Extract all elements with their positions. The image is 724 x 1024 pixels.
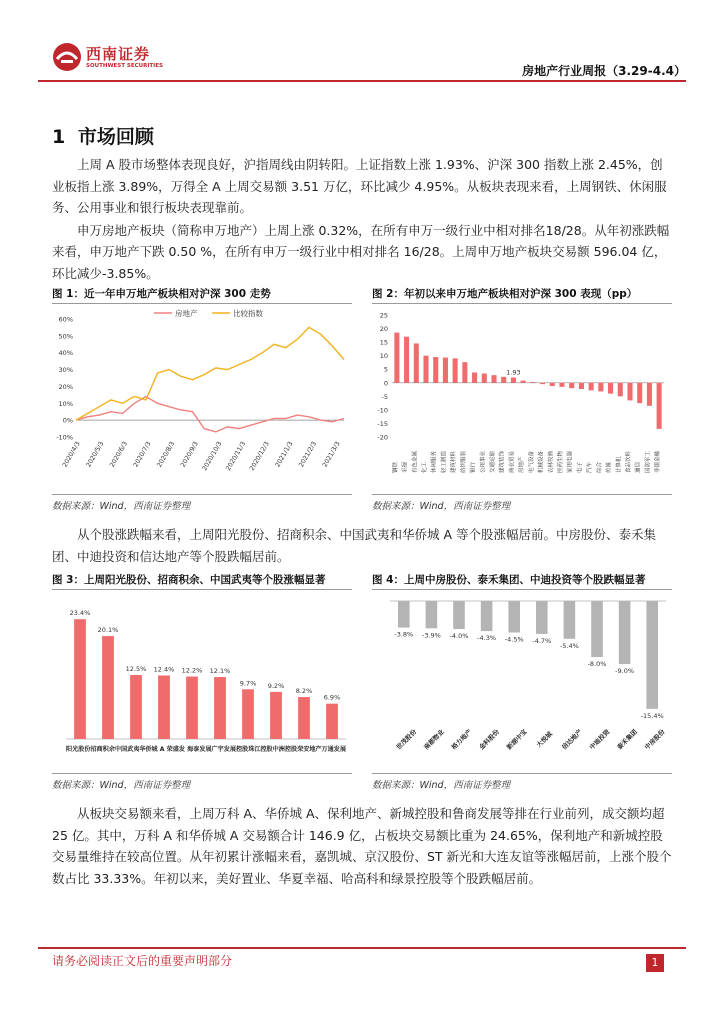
figure-4-chart xyxy=(372,591,672,771)
footer-divider xyxy=(38,947,686,949)
x-tick-label: 南都物业 xyxy=(422,728,446,752)
figure-1-chart xyxy=(52,305,352,490)
bar-休闲服务 xyxy=(433,357,438,383)
bar-金科股份 xyxy=(481,601,493,631)
x-tick-label: 信达地产 xyxy=(560,728,584,752)
x-tick-label: 计算机 xyxy=(616,456,623,473)
x-tick-label: 2021/3/3 xyxy=(321,440,342,469)
bar-信达地产 xyxy=(564,601,576,639)
figure-3-source: 数据来源：Wind，西南证券整理 xyxy=(52,780,191,791)
bar-房地产 xyxy=(521,381,526,383)
y-tick-label: 25 xyxy=(379,311,388,320)
data-label: 8.2% xyxy=(295,687,313,696)
y-tick-label: 40% xyxy=(58,349,73,358)
bar-华侨城A xyxy=(158,676,170,739)
x-tick-label: 2020/4/3 xyxy=(61,440,82,469)
figure-4-source: 数据来源：Wind，西南证券整理 xyxy=(372,780,511,791)
data-label: 12.5% xyxy=(125,665,147,673)
x-tick-label: 化工 xyxy=(422,461,428,473)
x-tick-label: 中迪投资 xyxy=(588,728,612,752)
figure-2-title: 图 2：年初以来申万地产板块相对沪深 300 表现（pp） xyxy=(372,288,638,300)
bar-计算机 xyxy=(618,383,623,397)
x-tick-label: 2020/8/3 xyxy=(156,440,177,469)
x-tick-label: 综合 xyxy=(596,461,603,473)
bar-传媒 xyxy=(608,383,613,394)
x-tick-label: 房地产 xyxy=(519,456,526,473)
x-tick-label: 2021/1/3 xyxy=(274,440,295,469)
bar-珠江控股 xyxy=(270,692,282,739)
data-label: -3.8% xyxy=(394,630,414,639)
bar-钢铁 xyxy=(394,333,399,383)
data-label: 1.93 xyxy=(506,368,521,377)
footer-disclaimer: 请务必阅读正文后的重要声明部分 xyxy=(52,954,233,968)
figure-3-rule xyxy=(52,589,352,590)
figure-4-title: 图 4：上周中房股份、泰禾集团、中迪投资等个股跌幅显著 xyxy=(372,574,646,586)
paragraph: 从板块交易额来看，上周万科 A、华侨城 A、保利地产、新城控股和鲁商发展等排在行业前列，成交额均超 25 亿。其中，万科 A 和华侨城 A 交易额合计 146.9 亿，占板块交易额比重为 24.65%，保利地产和新城控股交易量维持在较高位置。从年初累计涨幅来看，嘉凯城、京汉股份、ST 新光和大连友谊等涨幅居前，上涨个股个数占比 33.33%。年初以来，美好置业、华夏幸福、哈高科和绿景控股等个股跌幅居前。 xyxy=(52,806,672,886)
data-label: -4.5% xyxy=(504,635,524,644)
series-line-比较指数 xyxy=(76,327,344,420)
bar-非银金融 xyxy=(657,383,662,429)
bar-海泰发展 xyxy=(214,677,226,739)
x-tick-label: 建筑装饰 xyxy=(499,450,506,473)
figure-1-rule xyxy=(52,303,352,304)
data-label: -3.9% xyxy=(421,631,441,640)
bar-机械设备 xyxy=(540,383,545,384)
figure-2-source: 数据来源：Wind，西南证券整理 xyxy=(372,501,511,512)
figure-2-bottom-rule xyxy=(372,494,672,495)
y-tick-label: -15 xyxy=(377,419,388,428)
figure-1-source: 数据来源：Wind，西南证券整理 xyxy=(52,501,191,512)
x-tick-label: 2020/6/3 xyxy=(108,440,130,469)
y-tick-label: 5 xyxy=(383,365,388,374)
bar-银行 xyxy=(472,372,477,382)
y-tick-label: -5 xyxy=(381,392,388,401)
legend-label: 房地产 xyxy=(175,309,198,318)
bar-家用电器 xyxy=(569,383,574,388)
figure-1-bottom-rule xyxy=(52,494,352,495)
data-label: 12.4% xyxy=(153,665,175,674)
paragraph-turnover xyxy=(52,803,672,889)
company-logo xyxy=(52,42,192,74)
paragraph: 从个股涨跌幅来看，上周阳光股份、招商积余、中国武夷和华侨城 A 等个股涨幅居前。中房股份、泰禾集团、中迪投资和信达地产等个股跌幅居前。 xyxy=(52,527,656,564)
data-label: 6.9% xyxy=(323,693,341,702)
data-label: -5.4% xyxy=(559,641,579,650)
x-tick-label: 泰禾集团 xyxy=(616,728,639,752)
paragraph: 申万房地产板块（简称申万地产）上周上涨 0.32%，在所有申万一级行业中相对排名18/28。从年初涨跌幅来看，申万地产下跌 0.50 %，在所有申万一级行业中相对排名 16/28。上周申万地产板块交易额 596.04 亿，环比减少-3.85%。 xyxy=(52,222,670,281)
page-number: 1 xyxy=(646,954,664,972)
x-tick-label: 2020/10/3 xyxy=(201,440,224,472)
bar-汽车 xyxy=(589,383,594,391)
x-tick-label: 非银金融 xyxy=(655,450,662,473)
bar-综合 xyxy=(598,383,603,392)
x-tick-label: 医药生物 xyxy=(558,450,564,473)
bar-交通运输 xyxy=(491,375,496,383)
bar-纺织服装 xyxy=(462,362,467,383)
x-tick-label: 电子 xyxy=(577,461,584,473)
x-tick-label: 家用电器 xyxy=(567,450,574,473)
bar-中迪投资 xyxy=(591,601,603,657)
x-tick-label: 世茂股份 xyxy=(395,728,419,752)
x-tick-label: 金科股份 xyxy=(478,728,501,752)
data-label: -4.0% xyxy=(449,632,469,640)
y-tick-label: 15 xyxy=(379,338,388,347)
intro-paragraphs xyxy=(52,154,672,284)
x-tick-label: 钢铁 xyxy=(392,461,399,473)
bar-国防军工 xyxy=(647,383,652,406)
x-tick-label: 2020/7/3 xyxy=(132,440,153,469)
x-tick-label: 新湖中宝 xyxy=(505,728,529,752)
bar-南都物业 xyxy=(426,601,438,628)
bar-中国武夷 xyxy=(130,675,142,739)
bar-农林牧渔 xyxy=(550,383,555,386)
figure-1-title: 图 1：近一年申万地产板块相对沪深 300 走势 xyxy=(52,288,271,300)
y-tick-label: 60% xyxy=(58,315,73,324)
x-tick-label: 建筑材料 xyxy=(451,450,458,473)
logo-text-cn: 西南证券 xyxy=(86,45,151,63)
bar-电子 xyxy=(579,383,584,389)
bar-大悦城 xyxy=(536,601,548,634)
y-tick-label: 0 xyxy=(383,379,388,388)
x-tick-label: 食品饮料 xyxy=(626,450,632,473)
legend-label: 比较指数 xyxy=(233,309,263,318)
figure-2-chart xyxy=(372,305,672,490)
data-label: -4.3% xyxy=(477,634,497,643)
data-label: 12.2% xyxy=(181,666,203,675)
x-tick-label: 公用事业 xyxy=(480,450,487,473)
x-tick-label: 银行 xyxy=(470,461,477,473)
bar-医药生物 xyxy=(559,383,564,387)
x-tick-label: 有色金属 xyxy=(412,450,419,473)
bar-有色金属 xyxy=(414,343,419,382)
data-label: 20.1% xyxy=(97,626,119,635)
bar-公用事业 xyxy=(482,374,487,383)
x-tick-label: 机械设备 xyxy=(538,450,545,473)
y-tick-label: -10% xyxy=(56,433,73,442)
paragraph-stocks xyxy=(52,524,672,567)
x-tick-label: 农林牧渔 xyxy=(548,450,555,473)
bar-中房股份 xyxy=(646,601,658,709)
section-number: 1 xyxy=(52,126,66,148)
bar-电气设备 xyxy=(530,382,535,383)
data-label: 9.7% xyxy=(239,679,257,688)
x-tick-label: 2020/12/3 xyxy=(248,440,271,472)
data-label: -9.0% xyxy=(615,667,635,675)
logo-emblem-icon xyxy=(52,42,82,72)
figure-2-rule xyxy=(372,303,672,304)
y-tick-label: 30% xyxy=(58,366,73,375)
x-tick-label: 2020/11/3 xyxy=(224,440,248,472)
x-tick-label: 格力地产 xyxy=(450,728,474,752)
bar-建筑材料 xyxy=(453,358,458,382)
bar-阳光股份 xyxy=(74,619,86,739)
x-tick-label: 汽车 xyxy=(587,461,594,473)
x-tick-label: 2020/5/3 xyxy=(85,440,106,469)
bar-招商积余 xyxy=(102,636,114,739)
x-tick-label: 采掘 xyxy=(402,461,409,473)
x-tick-label: 电气设备 xyxy=(528,450,535,473)
x-tick-label: 中房股份 xyxy=(643,728,667,752)
y-tick-label: 20% xyxy=(58,382,73,391)
data-label: -4.7% xyxy=(532,636,552,645)
bar-格力地产 xyxy=(453,601,465,629)
paragraph: 上周 A 股市场整体表现良好，沪指周线由阴转阳。上证指数上涨 1.93%、沪深 300 指数上涨 2.45%，创业板指上涨 3.89%，万得全 A 上周交易额 3.51 万亿，环比减少 4.95%。从板块表现来看，上周钢铁、休闲服务、公用事业和银行板块表现靠前。 xyxy=(52,157,667,215)
x-tick-label: 交通运输 xyxy=(490,450,496,473)
bar-广宇发展 xyxy=(242,689,254,739)
bar-建筑装饰 xyxy=(501,377,506,383)
data-label: 23.4% xyxy=(69,609,91,618)
x-tick-label: 休闲服务 xyxy=(431,450,438,473)
y-tick-label: -10 xyxy=(377,406,388,415)
bar-新湖中宝 xyxy=(508,601,520,633)
x-tick-label: 传媒 xyxy=(606,461,613,473)
bar-采掘 xyxy=(404,337,409,383)
x-tick-label: 纺织服装 xyxy=(460,450,467,473)
y-tick-label: 20 xyxy=(379,325,388,334)
bar-化工 xyxy=(423,356,428,383)
section-title: 市场回顾 xyxy=(77,126,154,148)
section-heading xyxy=(52,122,154,149)
y-tick-label: 0% xyxy=(62,416,73,425)
x-tick-label: 轻工制造 xyxy=(441,450,448,473)
x-tick-label: 国防军工 xyxy=(645,450,652,473)
figure-3-chart xyxy=(52,591,352,771)
report-title: 房地产行业周报（3.29-4.4） xyxy=(522,64,686,78)
y-tick-label: 10 xyxy=(379,352,388,361)
x-tick-label: 通信 xyxy=(635,461,642,473)
x-tick-label: 商业贸易 xyxy=(509,450,516,473)
header-divider xyxy=(38,80,686,82)
bar-轻工制造 xyxy=(443,358,448,383)
bar-世茂股份 xyxy=(398,601,410,628)
x-tick-label: 2020/9/3 xyxy=(179,440,200,469)
bar-泰禾集团 xyxy=(619,601,631,664)
bar-商业贸易 xyxy=(511,378,516,383)
x-tick-label: 2021/2/3 xyxy=(297,440,319,469)
bar-荣盛发展 xyxy=(186,677,198,739)
data-label: -15.4% xyxy=(640,711,664,720)
logo-text-en: SOUTHWEST SECURITIES xyxy=(86,63,163,69)
bar-食品饮料 xyxy=(627,383,632,401)
figure-3-bottom-rule xyxy=(52,773,352,774)
bar-通信 xyxy=(637,383,642,403)
y-tick-label: -20 xyxy=(377,433,388,442)
figure-4-rule xyxy=(372,589,672,590)
figure-4-bottom-rule xyxy=(372,773,672,774)
x-tick-label: 大悦城 xyxy=(535,730,554,750)
bar-大名城 xyxy=(326,704,338,739)
data-label: 9.2% xyxy=(267,681,285,690)
y-tick-label: 10% xyxy=(58,399,73,408)
figure-3-title: 图 3：上周阳光股份、招商积余、中国武夷等个股涨幅显著 xyxy=(52,574,326,586)
data-label: 12.1% xyxy=(209,667,231,676)
data-label: -8.0% xyxy=(587,660,607,668)
bar-中洲控股 xyxy=(298,697,310,739)
y-tick-label: 50% xyxy=(58,332,73,341)
x-axis-labels: 阳光股份招商积余中国武夷华侨城 A 荣盛发 海泰发展广宇发展控股珠江控股中洲控股荣安地产万通发展 xyxy=(66,746,341,753)
